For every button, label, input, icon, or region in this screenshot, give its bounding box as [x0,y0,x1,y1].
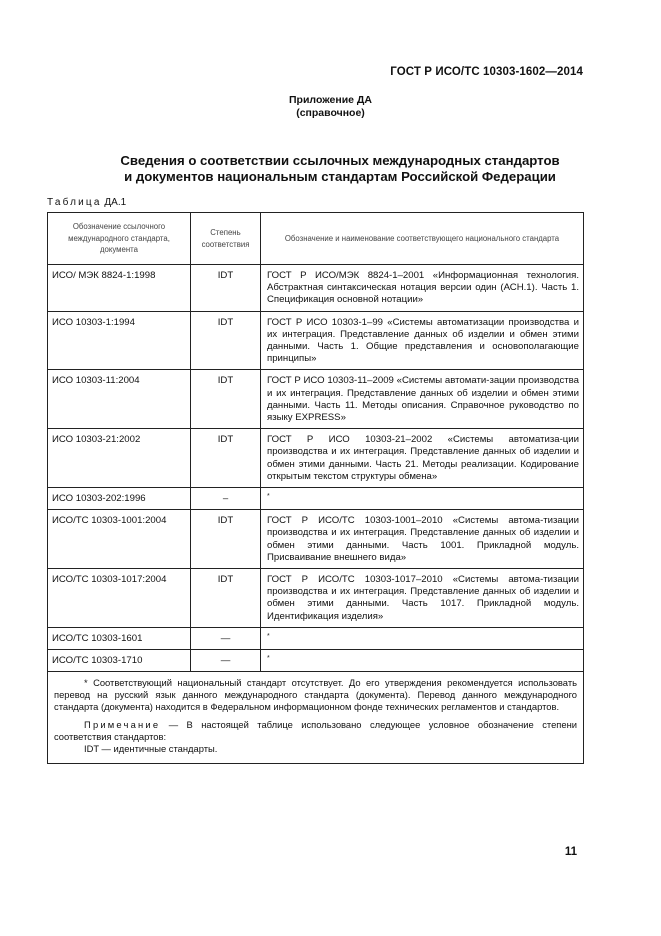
table-row [48,370,584,429]
footnote: * Соответствующий национальный стандарт отсутствует. До его утверждения рекомендуется использовать перевод на русский язык данного международного стандарта (документа). Перевод данного международного стандарта (документа) находится в Федеральном информационном фонде технических регламентов и стандартов. [54,677,577,713]
cell-ref: ИСО 10303-21:2002 [48,429,191,488]
page-number: 11 [564,846,577,858]
table-header-row [48,213,584,265]
annex-subtitle: (справочное) [296,107,365,119]
table-row [48,510,584,569]
cell-ref: ИСО 10303-1:1994 [48,311,191,370]
cell-ref: ИСО 10303-11:2004 [48,370,191,429]
cell-degree: IDT [191,510,261,569]
annex-heading [0,94,661,120]
table-footer-row [48,672,584,764]
cell-national: ГОСТ Р ИСО 10303-1–99 «Системы автоматизации производства и их интеграция. Представление данных об изделии и обмен этими данными. Часть 1. Общие представления и основополагающие принципы» [261,311,584,370]
cell-degree: IDT [191,311,261,370]
table-label [47,197,126,208]
cell-national: ГОСТ Р ИСО 10303-21–2002 «Системы автоматиза-ции производства и их интеграция. Представление данных об изделии и обмен этими данными. Часть 21. Методы реализации. Кодирование открытым текстом структуры обмена» [261,429,584,488]
cell-degree: – [191,488,261,510]
cell-degree: IDT [191,265,261,312]
cell-ref: ИСО/ТС 10303-1601 [48,627,191,649]
cell-degree: IDT [191,569,261,628]
header-degree: Степень соответствия [191,213,261,265]
table-row [48,569,584,628]
cell-ref: ИСО/ТС 10303-1001:2004 [48,510,191,569]
document-code: ГОСТ Р ИСО/ТС 10303-1602—2014 [390,66,583,78]
table-note [54,719,577,743]
cell-national: ГОСТ Р ИСО/ТС 10303-1017–2010 «Системы автома-тизации производства и их интеграция. Представление данных об изделии и обмен этими данными. Часть 1017. Прикладной модуль. Идентификация изделия» [261,569,584,628]
table-label-number: ДА.1 [104,197,127,208]
cell-degree: — [191,627,261,649]
title-line-2: и документов национальным стандартам Российской Федерации [124,169,556,184]
title-line-1: Сведения о соответствии ссылочных международных стандартов [120,153,560,168]
cell-national: ГОСТ Р ИСО 10303-11–2009 «Системы автомати-зации производства и их интеграция. Представление данных об изделии и обмен этими данными. Часть 11. Методы описания. Справочное руководство по языку EXPRESS» [261,370,584,429]
cell-national: * [261,650,584,672]
cell-national: * [261,488,584,510]
cell-degree: — [191,650,261,672]
idt-definition: IDT — идентичные стандарты. [84,743,218,755]
header-international-standard: Обозначение ссылочного международного стандарта, документа [48,213,191,265]
table-label-word: Таблица [47,197,102,208]
table-row [48,429,584,488]
cell-ref: ИСО 10303-202:1996 [48,488,191,510]
table-footer [48,672,584,764]
page-title [60,153,620,185]
correspondence-table [47,212,584,764]
table-row [48,311,584,370]
cell-degree: IDT [191,429,261,488]
annex-title: Приложение ДА [289,94,372,106]
note-label: Примечание [84,719,161,731]
cell-ref: ИСО/ МЭК 8824-1:1998 [48,265,191,312]
note-text: — В настоящей таблице использовано следующее условное обозначение степени соответствия стандартов: [54,719,577,743]
cell-national: ГОСТ Р ИСО/ТС 10303-1001–2010 «Системы автома-тизации производства и их интеграция. Представление данных об изделии и обмен этими данными. Часть 1001. Прикладной модуль. Присваивание внешнего вида» [261,510,584,569]
cell-degree: IDT [191,370,261,429]
header-national-standard: Обозначение и наименование соответствующего национального стандарта [261,213,584,265]
table-row [48,627,584,649]
table-row [48,650,584,672]
cell-national: ГОСТ Р ИСО/МЭК 8824-1–2001 «Информационная технология. Абстрактная синтаксическая нотация версии один (АСН.1). Часть 1. Спецификация основной нотации» [261,265,584,312]
cell-ref: ИСО/ТС 10303-1710 [48,650,191,672]
cell-ref: ИСО/ТС 10303-1017:2004 [48,569,191,628]
cell-national: * [261,627,584,649]
table-row [48,488,584,510]
table-row [48,265,584,312]
